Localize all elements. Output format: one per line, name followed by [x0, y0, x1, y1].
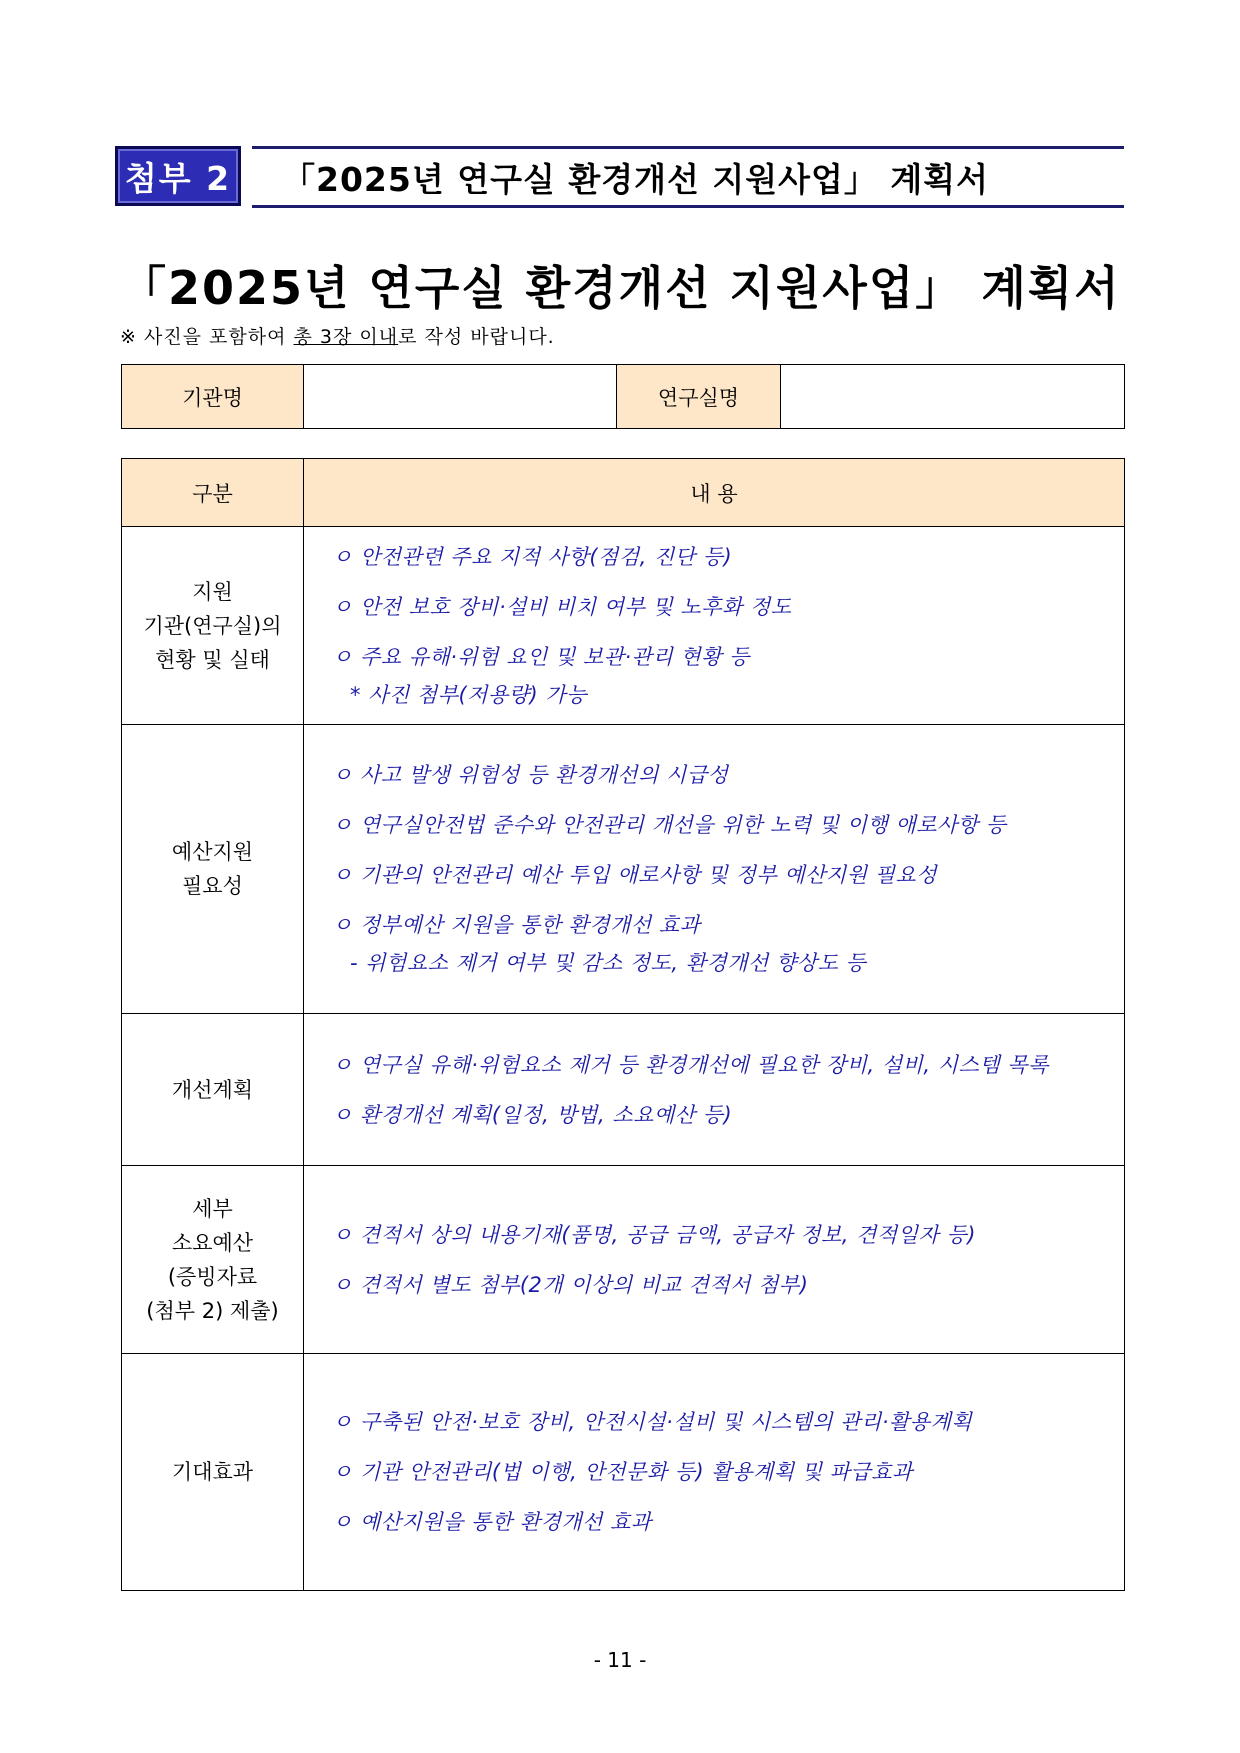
document-title: 「2025년 연구실 환경개선 지원사업」 계획서: [120, 261, 1121, 315]
table-row: [122, 527, 1125, 725]
category-line: 기대효과: [171, 1460, 254, 1484]
content-item: ㅇ 주요 유해·위험 요인 및 보관·관리 현황 등: [332, 644, 750, 669]
category-line: 소요예산: [171, 1230, 254, 1255]
table-row: [122, 1166, 1125, 1354]
row-content: [304, 527, 1125, 725]
lab-name-label: 연구실명: [617, 365, 781, 429]
table-row: [122, 725, 1125, 1014]
content-item: ㅇ 연구실안전법 준수와 안전관리 개선을 위한 노력 및 이행 애로사항 등: [332, 813, 1007, 837]
category-line: 세부: [192, 1196, 233, 1221]
plan-table: [121, 458, 1125, 1591]
content-item: ㅇ 구축된 안전·보호 장비, 안전시설·설비 및 시스템의 관리·활용계획: [332, 1410, 973, 1434]
attachment-badge: 첨부 2: [115, 146, 241, 206]
lab-name-field[interactable]: [781, 365, 1125, 429]
content-item: ㅇ 사고 발생 위험성 등 환경개선의 시급성: [332, 763, 729, 787]
category-line: 개선계획: [171, 1077, 254, 1102]
category-header: 구분: [122, 459, 304, 527]
row-content: [304, 725, 1125, 1014]
row-category: [122, 1166, 304, 1354]
row-content: [304, 1354, 1125, 1591]
table-row: [122, 1014, 1125, 1166]
content-item: ㅇ 안전 보호 장비·설비 비치 여부 및 노후화 정도: [332, 594, 792, 619]
category-line: (증빙자료: [167, 1264, 258, 1289]
content-item: ㅇ 환경개선 계획(일정, 방법, 소요예산 등): [332, 1102, 733, 1127]
org-name-field[interactable]: [304, 365, 617, 429]
page-number: - 11 -: [593, 1648, 647, 1672]
content-item: ㅇ 정부예산 지원을 통한 환경개선 효과: [332, 913, 701, 937]
note-suffix: 로 작성 바랍니다.: [398, 326, 555, 348]
note-underlined: 총 3장 이내: [293, 326, 399, 348]
content-item: - 위험요소 제거 여부 및 감소 정도, 환경개선 향상도 등: [350, 951, 867, 975]
category-line: 필요성: [182, 874, 243, 898]
note-prefix: ※ 사진을 포함하여: [120, 326, 294, 348]
row-category: [122, 1014, 304, 1166]
content-item: ㅇ 견적서 상의 내용기재(품명, 공급 금액, 공급자 정보, 견적일자 등): [332, 1222, 976, 1247]
org-name-label: 기관명: [122, 365, 304, 429]
content-item: ㅇ 예산지원을 통한 환경개선 효과: [332, 1510, 652, 1534]
header-rule-top: [252, 146, 1124, 149]
row-category: [122, 725, 304, 1014]
category-line: (첨부 2) 제출): [146, 1298, 279, 1323]
instruction-note: [120, 322, 555, 349]
category-line: 기관(연구실)의: [143, 613, 282, 638]
header-rule-bottom: [252, 205, 1124, 208]
category-line: 현황 및 실태: [155, 647, 270, 672]
category-line: 지원: [192, 579, 233, 604]
content-item: ㅇ 기관 안전관리(법 이행, 안전문화 등) 활용계획 및 파급효과: [332, 1460, 913, 1484]
row-content: [304, 1014, 1125, 1166]
content-item: ㅇ 연구실 유해·위험요소 제거 등 환경개선에 필요한 장비, 설비, 시스템 목록: [332, 1052, 1049, 1077]
row-category: [122, 1354, 304, 1591]
category-line: 예산지원: [171, 840, 254, 864]
row-category: [122, 527, 304, 725]
row-content: [304, 1166, 1125, 1354]
content-item: * 사진 첨부(저용량) 가능: [350, 682, 587, 707]
content-header: 내 용: [304, 459, 1125, 527]
info-table: [121, 364, 1125, 429]
table-row: [122, 1354, 1125, 1591]
content-item: ㅇ 기관의 안전관리 예산 투입 애로사항 및 정부 예산지원 필요성: [332, 863, 938, 887]
attachment-title: 「2025년 연구실 환경개선 지원사업」 계획서: [282, 159, 989, 199]
content-item: ㅇ 견적서 별도 첨부(2개 이상의 비교 견적서 첨부): [332, 1272, 809, 1297]
content-item: ㅇ 안전관련 주요 지적 사항(점검, 진단 등): [332, 544, 733, 569]
